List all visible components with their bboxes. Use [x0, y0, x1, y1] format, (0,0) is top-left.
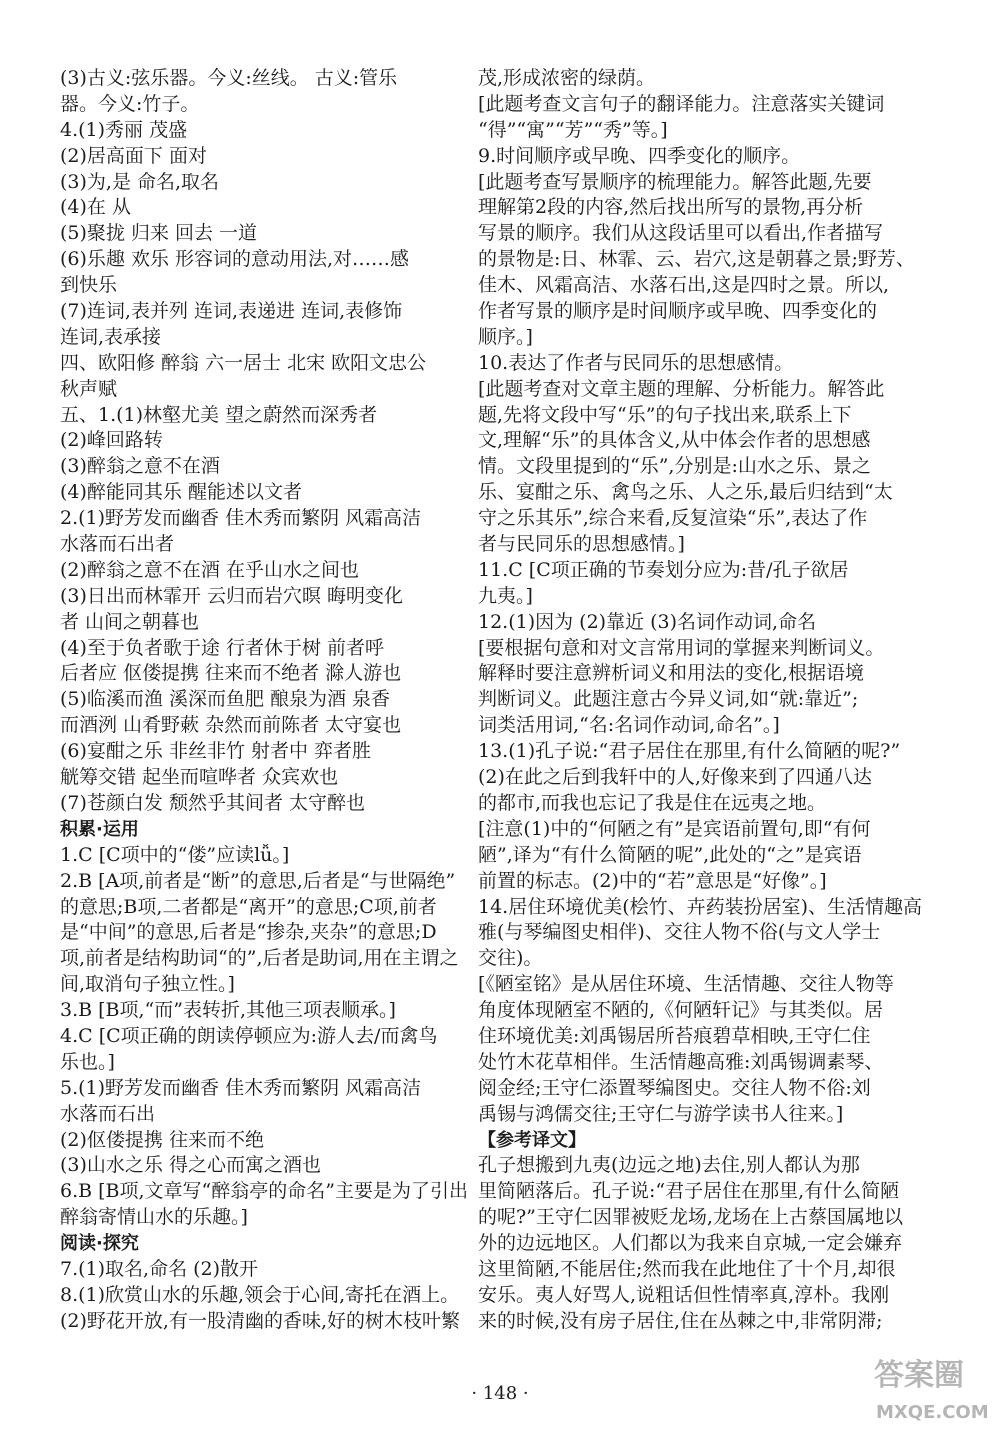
text-line: 禹锡与鸿儒交往;王守仁与游学读书人往来。]: [478, 1102, 844, 1125]
text-line: (6)乐趣 欢乐 形容词的意动用法,对……感: [60, 248, 410, 271]
text-line: 词类活用词,“名:名词作动词,命名”。]: [478, 714, 780, 737]
text-line: 3.B [B项,“而”表转折,其他三项表顺承。]: [60, 999, 396, 1022]
text-line: (3)日出而林霏开 云归而岩穴暝 晦明变化: [60, 584, 403, 607]
text-line: (7)苍颜白发 颓然乎其间者 太守醉也: [60, 791, 365, 814]
text-line: (2)醉翁之意不在酒 在乎山水之间也: [60, 558, 359, 581]
text-line: 九夷。]: [478, 584, 533, 607]
text-line: [注意(1)中的“何陋之有”是宾语前置句,即“有何: [478, 817, 871, 840]
text-line: 写景的顺序。我们从这段话里可以看出,作者描写: [478, 222, 884, 245]
text-line: 前置的标志。(2)中的“若”意思是“好像”。]: [478, 869, 827, 892]
text-line: 阅金经;王守仁添置琴编图史。交往人物不俗:刘: [478, 1076, 871, 1099]
text-line: 住环境优美:刘禹锡居所苔痕碧草相映,王守仁住: [478, 1024, 871, 1047]
text-line: 判断词义。此题注意古今异义词,如“就:靠近”;: [478, 688, 859, 711]
text-line: (3)为,是 命名,取名: [60, 170, 220, 193]
text-line: (4)在 从: [60, 196, 131, 219]
text-line: 孔子想搬到九夷(边远之地)去住,别人都认为那: [478, 1154, 860, 1177]
text-line: 到快乐: [60, 274, 118, 297]
text-line: 理解第2段的内容,然后找出所写的景物,再分析: [478, 196, 864, 219]
text-line: 5.(1)野芳发而幽香 佳木秀而繁阴 风霜高洁: [60, 1076, 422, 1099]
text-line: (2)在此之后到我轩中的人,好像来到了四通八达: [478, 766, 872, 789]
page-number: · 148 ·: [471, 1383, 529, 1404]
text-line: 13.(1)孔子说:“君子居住在那里,有什么简陋的呢?”: [478, 740, 901, 763]
text-line: (4)至于负者歌于途 行者休于树 前者呼: [60, 636, 384, 659]
section-heading: 阅读·探究: [60, 1233, 139, 1255]
text-line: 项,前者是结构助词“的”,后者是助词,用在主谓之: [60, 947, 459, 970]
text-line: 者 山间之朝暮也: [60, 610, 200, 633]
watermark-domain: MXQE.COM: [876, 1402, 989, 1423]
text-line: 水落而石出者: [60, 533, 175, 556]
text-line: 6.B [B项,文章写“醉翁亭的命名”主要是为了引出: [60, 1180, 468, 1203]
text-line: 外的边远地区。人们都以为我来自京城,一定会嫌弃: [478, 1232, 903, 1255]
text-line: 的都市,而我也忘记了我是住在远夷之地。: [478, 791, 827, 814]
text-line: (2)伛偻提携 往来而不绝: [60, 1128, 264, 1151]
text-line: 连词,表承接: [60, 325, 162, 348]
text-line: 安乐。夷人好骂人,说粗话但性情率真,淳朴。我刚: [478, 1283, 890, 1306]
text-line: 10.表达了作者与民同乐的思想感情。: [478, 351, 794, 374]
text-line: 器。今义:竹子。: [60, 92, 200, 115]
text-line: 是“中间”的意思,后者是“掺杂,夹杂”的意思;D: [60, 921, 437, 944]
text-line: (3)山水之乐 得之心而寓之酒也: [60, 1154, 321, 1177]
watermark-title: 答案圈: [874, 1358, 964, 1393]
text-line: (2)野花开放,有一股清幽的香味,好的树木枝叶繁: [60, 1309, 460, 1332]
text-line: 里简陋落后。孔子说:“君子居住在那里,有什么简陋: [478, 1180, 900, 1203]
text-line: “得”“寓”“芳”“秀”等。]: [478, 118, 668, 141]
section-heading: 积累·运用: [60, 818, 139, 840]
text-line: 陋”,译为“有什么简陋的呢”,此处的“之”是宾语: [478, 843, 862, 866]
text-line: 解释时要注意辨析词义和用法的变化,根据语境: [478, 662, 865, 685]
text-line: 7.(1)取名,命名 (2)散开: [60, 1257, 259, 1280]
text-line: 的景物是:日、林霏、云、岩穴,这是朝暮之景;野芳、: [478, 248, 915, 271]
text-line: 角度体现陋室不陋的,《何陋轩记》与其类似。居: [478, 999, 884, 1022]
left-column: [60, 66, 472, 1335]
text-line: (7)连词,表并列 连词,表递进 连词,表修饰: [60, 300, 403, 323]
text-line: (2)峰回路转: [60, 429, 163, 452]
right-column: [478, 66, 923, 1335]
text-line: 乐、宴酣之乐、禽鸟之乐、人之乐,最后归结到“太: [478, 481, 893, 504]
text-line: 雅(与琴编图史相伴)、交往人物不俗(与文人学士: [478, 921, 881, 944]
text-line: 8.(1)欣赏山水的乐趣,领会于心间,寄托在酒上。: [60, 1283, 460, 1306]
text-line: 来的时候,没有房子居住,住在丛棘之中,非常阴滞;: [478, 1309, 883, 1332]
text-line: 1.C [C项中的“偻”应读lǚ。]: [60, 843, 290, 866]
text-line: 顺序。]: [478, 325, 533, 348]
text-line: 茂,形成浓密的绿荫。: [478, 67, 656, 89]
text-line: [此题考查文言句子的翻译能力。注意落实关键词: [478, 92, 885, 115]
text-line: 12.(1)因为 (2)靠近 (3)名词作动词,命名: [478, 610, 817, 633]
text-line: [此题考查对文章主题的理解、分析能力。解答此: [478, 377, 885, 400]
text-line: 14.居住环境优美(桧竹、卉药装扮居室)、生活情趣高: [478, 895, 923, 918]
text-line: 2.B [A项,前者是“断”的意思,后者是“与世隔绝”: [60, 869, 456, 892]
text-line: 情。文段里提到的“乐”,分别是:山水之乐、景之: [478, 455, 871, 478]
text-line: 题,先将文段中写“乐”的句子找出来,联系上下: [478, 403, 852, 426]
text-line: (5)聚拢 归来 回去 一道: [60, 222, 258, 245]
text-line: (2)居高面下 面对: [60, 144, 207, 167]
text-line: 2.(1)野芳发而幽香 佳木秀而繁阴 风霜高洁: [60, 507, 422, 530]
text-line: 四、欧阳修 醉翁 六一居士 北宋 欧阳文忠公: [60, 351, 427, 374]
text-line: [要根据句意和对文言常用词的掌握来判断词义。: [478, 636, 885, 659]
text-line: 文,理解“乐”的具体含义,从中体会作者的思想感: [478, 429, 871, 452]
text-line: 水落而石出: [60, 1102, 156, 1125]
text-line: 的呢?”王守仁因罪被贬龙场,龙场在上古蔡国属地以: [478, 1206, 903, 1229]
text-line: 而酒洌 山肴野蔌 杂然而前陈者 太守宴也: [60, 714, 402, 737]
text-line: 后者应 伛偻提携 往来而不绝者 滁人游也: [60, 662, 402, 685]
text-line: 处竹木花草相伴。生活情趣高雅:刘禹锡调素琴、: [478, 1050, 884, 1073]
text-line: 者与民同乐的思想感情。]: [478, 533, 685, 556]
text-line: 乐也。]: [60, 1050, 115, 1073]
text-line: 间,取消句子独立性。]: [60, 973, 235, 996]
text-line: (4)醉能同其乐 醒能述以文者: [60, 481, 302, 504]
text-line: 醉翁寄情山水的乐趣。]: [60, 1206, 248, 1229]
text-line: [此题考查写景顺序的梳理能力。解答此题,先要: [478, 170, 872, 193]
text-line: (5)临溪而渔 溪深而鱼肥 酿泉为酒 泉香: [60, 688, 391, 711]
text-line: 觥筹交错 起坐而喧哗者 众宾欢也: [60, 766, 339, 789]
text-line: 佳木、风霜高洁、水落石出,这是四时之景。所以,: [478, 274, 890, 297]
text-line: 守之乐其乐”,综合来看,反复渲染“乐”,表达了作: [478, 507, 868, 530]
text-line: (3)醉翁之意不在酒: [60, 455, 220, 478]
text-line: 这里简陋,不能居住;然而我在此地住了十个月,却很: [478, 1257, 896, 1280]
text-line: 4.C [C项正确的朗读停顿应为:游人去/而禽鸟: [60, 1024, 438, 1047]
text-line: 4.(1)秀丽 茂盛: [60, 118, 188, 141]
text-line: 交往)。: [478, 947, 543, 970]
text-line: (6)宴酣之乐 非丝非竹 射者中 弈者胜: [60, 740, 372, 763]
text-line: 秋声赋: [60, 377, 118, 400]
text-line: 作者写景的顺序是时间顺序或早晚、四季变化的: [478, 300, 878, 323]
text-line: 9.时间顺序或早晚、四季变化的顺序。: [478, 144, 801, 167]
section-heading: 【参考译文】: [478, 1129, 586, 1151]
text-line: 的意思;B项,二者都是“离开”的意思;C项,前者: [60, 895, 437, 918]
text-line: 11.C [C项正确的节奏划分应为:昔/孔子欲居: [478, 558, 849, 581]
watermark-logo: [868, 1350, 988, 1432]
text-line: [《陋室铭》是从居住环境、生活情趣、交往人物等: [478, 973, 894, 996]
text-line: 五、1.(1)林壑尤美 望之蔚然而深秀者: [60, 403, 378, 426]
text-line: (3)古义:弦乐器。今义:丝线。 古义:管乐: [60, 67, 398, 89]
